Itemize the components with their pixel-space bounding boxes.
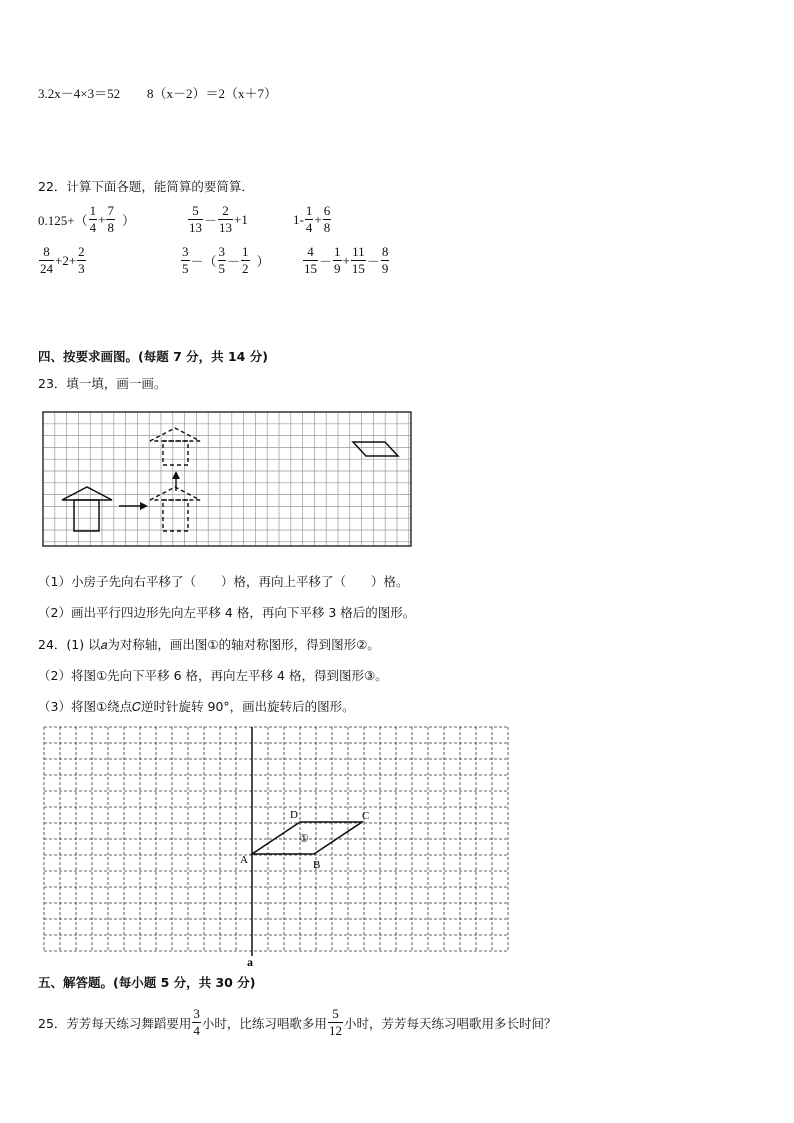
q24-sub3: （3）将图①绕点𝐶逆时针旋转 90°，画出旋转后的图形。 xyxy=(38,699,355,714)
house-original xyxy=(62,487,112,531)
fraction: $\frac{1}{4}$ xyxy=(89,203,97,235)
label-a-point: A xyxy=(240,854,248,866)
q23-grid-figure xyxy=(42,411,414,548)
label-axis-a: a xyxy=(247,955,253,968)
q23-title: 23．填一填，画一画。 xyxy=(38,376,167,391)
fraction: $\frac{5}{13}$ xyxy=(189,203,202,235)
fraction: $\frac{3}{5}$ xyxy=(182,244,189,276)
q22-expr-4: $\frac{8}{24}$ +2+ $\frac{2}{3}$ xyxy=(40,244,85,276)
q22-expr-5: $\frac{3}{5}$ －（ $\frac{3}{5}$ － $\frac{1}{2}$ ） xyxy=(182,244,270,276)
fraction: $\frac{8}{9}$ xyxy=(381,244,389,276)
equation-2: 8（x－2）＝2（x＋7） xyxy=(147,86,278,101)
section-4-title: 四、按要求画图。(每题 7 分，共 14 分) xyxy=(38,349,268,364)
fraction: $\frac{2}{3}$ xyxy=(78,244,85,276)
section-5-title: 五、解答题。(每小题 5 分，共 30 分) xyxy=(38,975,256,990)
fraction: $\frac{3}{4}$ xyxy=(193,1006,200,1038)
fraction: $\frac{4}{15}$ xyxy=(304,244,317,276)
fraction: $\frac{7}{8}$ xyxy=(107,203,114,235)
parallelogram xyxy=(353,442,398,456)
q24-grid-figure xyxy=(40,724,512,968)
label-c-point: C xyxy=(362,810,370,822)
q24-sub1: 24．(1) 以𝑎为对称轴，画出图①的轴对称图形，得到图形②。 xyxy=(38,637,380,652)
q22-expr-2: $\frac{5}{13}$ － $\frac{2}{13}$ +1 xyxy=(189,203,248,235)
arrow-up-icon xyxy=(172,471,180,491)
label-d-point: D xyxy=(290,809,298,821)
label-b-point: B xyxy=(313,859,321,871)
fraction: $\frac{5}{12}$ xyxy=(328,1006,342,1038)
q25-question: 25．芳芳每天练习舞蹈要用 $\frac{3}{4}$ 小时，比练习唱歌多用 $\frac{5}{12}$ 小时，芳芳每天练习唱歌用多长时间？ xyxy=(38,1006,557,1038)
fraction: $\frac{11}{15}$ xyxy=(351,244,365,276)
fraction: $\frac{3}{5}$ xyxy=(218,244,226,276)
q22-expr-3: 1- $\frac{1}{4}$ + $\frac{6}{8}$ xyxy=(293,203,331,235)
q22-title: 22．计算下面各题，能简算的要简算． xyxy=(38,179,254,194)
fraction: $\frac{6}{8}$ xyxy=(323,203,331,235)
q23-sub2: （2）画出平行四边形先向左平移 4 格，再向下平移 3 格后的图形。 xyxy=(38,605,416,620)
fraction: $\frac{1}{2}$ xyxy=(242,244,249,276)
q22-expr-6: $\frac{4}{15}$ － $\frac{1}{9}$ + $\frac{11}{15}$ － $\frac{8}{9}$ xyxy=(304,244,389,276)
fraction: $\frac{8}{24}$ xyxy=(40,244,53,276)
q24-sub2: （2）将图①先向下平移 6 格，再向左平移 4 格，得到图形③。 xyxy=(38,668,388,683)
equation-1: 3.2x－4×3＝52 xyxy=(38,86,121,101)
fraction: $\frac{1}{4}$ xyxy=(305,203,313,235)
arrow-right-icon xyxy=(119,502,148,510)
q22-expr-1: 0.125+（ $\frac{1}{4}$ + $\frac{7}{8}$ ） xyxy=(38,203,135,235)
fraction: $\frac{1}{9}$ xyxy=(334,244,341,276)
q23-sub1: （1）小房子先向右平移了（ ）格，再向上平移了（ ）格。 xyxy=(38,574,409,589)
label-figure-1: ① xyxy=(299,833,309,845)
house-translated xyxy=(150,487,200,531)
fraction: $\frac{2}{13}$ xyxy=(219,203,233,235)
